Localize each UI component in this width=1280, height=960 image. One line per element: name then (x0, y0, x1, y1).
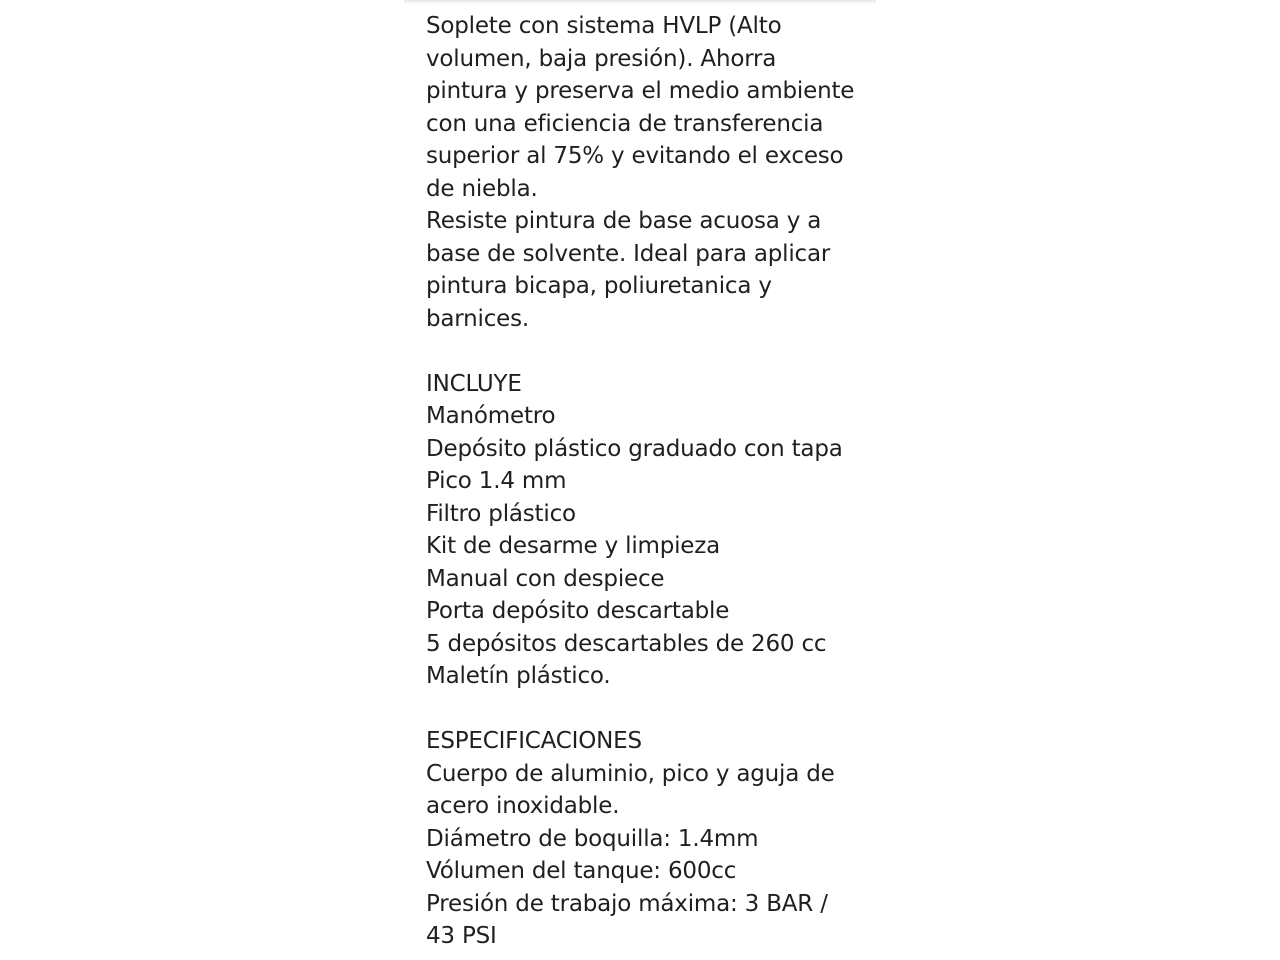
includes-item: Maletín plástico. (426, 663, 611, 689)
specs-line: Diámetro de boquilla: 1.4mm (426, 825, 759, 852)
includes-item: Pico 1.4 mm (426, 468, 567, 494)
specs-line: Presión de trabajo máxima: 3 BAR / (426, 890, 828, 917)
specs-line: 43 PSI (426, 923, 497, 949)
paragraph-spacer (426, 335, 866, 368)
intro-line: base de solvente. Ideal para aplicar (426, 240, 831, 267)
top-divider (404, 0, 876, 4)
includes-item: Porta depósito descartable (426, 598, 730, 624)
includes-item: Depósito plástico graduado con tapa (426, 435, 843, 462)
includes-item: Filtro plástico (426, 500, 576, 527)
intro-line: barnices. (426, 305, 530, 332)
includes-item: Kit de desarme y limpieza (426, 533, 721, 559)
intro-line: Soplete con sistema HVLP (Alto (426, 13, 782, 39)
includes-item: Manómetro (426, 403, 556, 429)
intro-line: con una eficiencia de transferencia (426, 110, 824, 137)
intro-line: pintura y preserva el medio ambiente (426, 78, 855, 104)
specs-line: Cuerpo de aluminio, pico y aguja de (426, 760, 835, 787)
paragraph-spacer (426, 693, 866, 726)
intro-line: pintura bicapa, poliuretanica y (426, 273, 772, 299)
includes-item: 5 depósitos descartables de 260 cc (426, 630, 827, 657)
includes-item: Manual con despiece (426, 565, 665, 592)
specs-heading: ESPECIFICACIONES (426, 728, 642, 754)
specs-line: Vólumen del tanque: 600cc (426, 858, 737, 884)
intro-line: Resiste pintura de base acuosa y a (426, 208, 822, 234)
includes-heading: INCLUYE (426, 370, 522, 397)
intro-line: volumen, baja presión). Ahorra (426, 45, 777, 72)
specs-line: acero inoxidable. (426, 793, 620, 819)
intro-line: de niebla. (426, 175, 538, 202)
intro-line: superior al 75% y evitando el exceso (426, 143, 844, 169)
product-description (426, 10, 866, 953)
